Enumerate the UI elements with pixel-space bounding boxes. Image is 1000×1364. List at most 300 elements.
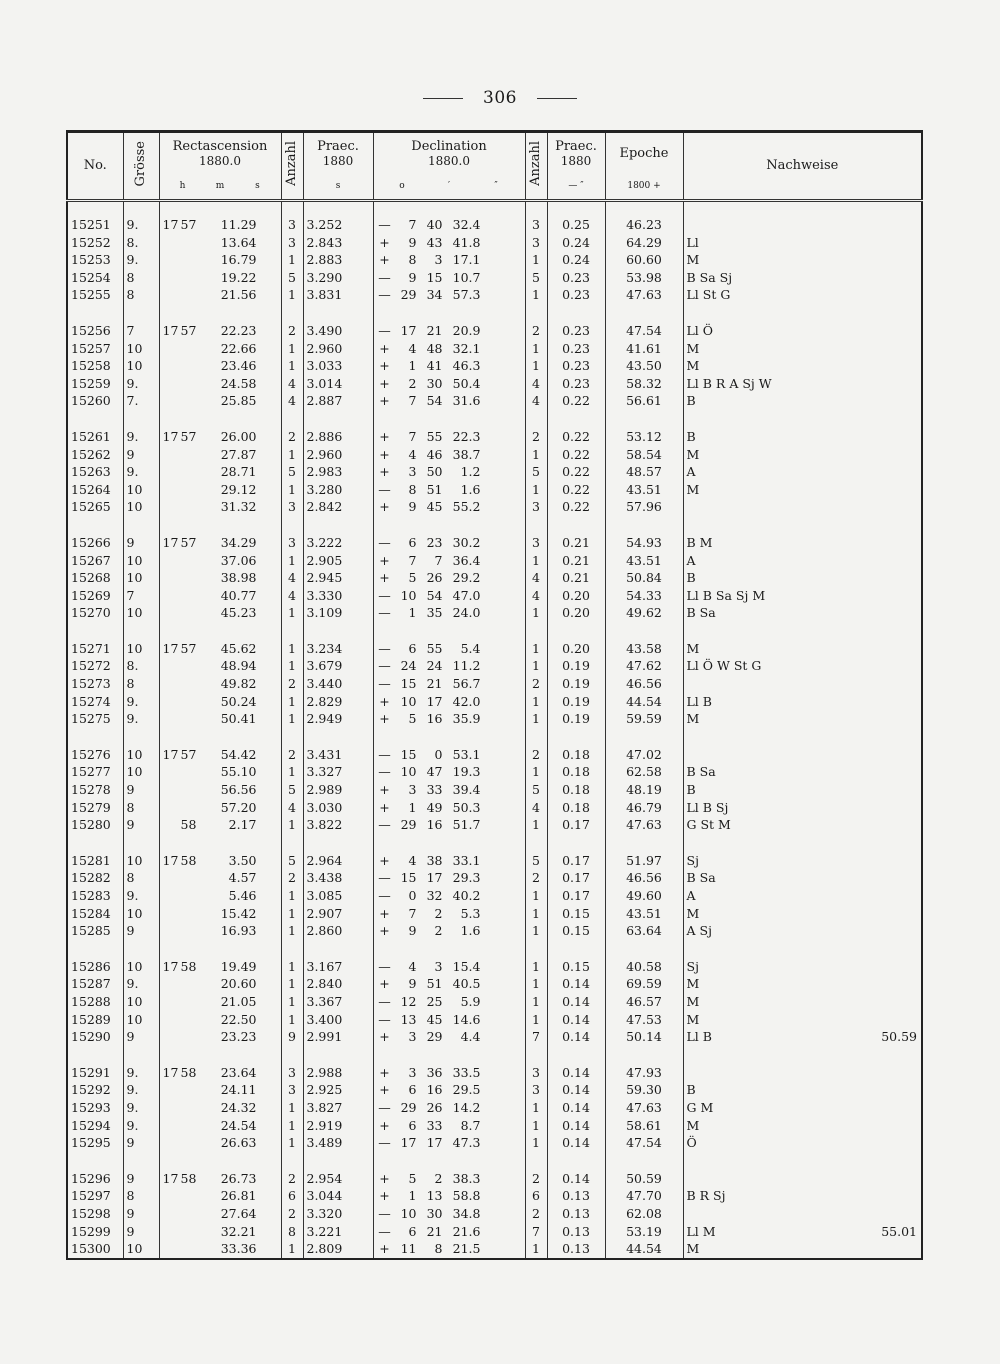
decl-minutes: 36 — [426, 1064, 443, 1080]
epoch: 69.59 — [605, 975, 683, 993]
magnitude: 7 — [123, 587, 159, 605]
magnitude: 9. — [123, 975, 159, 993]
decl-sign: + — [379, 1082, 390, 1098]
star-number: 15251 — [67, 216, 123, 234]
decl-units: o ′ ″ — [373, 175, 525, 201]
table-row — [67, 340, 922, 358]
ra-seconds: 33.36 — [220, 1241, 257, 1257]
declination — [373, 675, 525, 693]
decl-minutes: 21 — [426, 676, 443, 692]
epoch: 50.84 — [605, 569, 683, 587]
references — [683, 1223, 922, 1241]
decl-sign: + — [379, 234, 390, 250]
decl-degrees: 17 — [400, 322, 417, 338]
decl-precession: 0.14 — [547, 1099, 605, 1117]
decl-count: 1 — [525, 975, 547, 993]
decl-degrees: 17 — [400, 1135, 417, 1151]
ra-count: 1 — [281, 710, 303, 728]
declination — [373, 640, 525, 658]
decl-minutes: 2 — [434, 923, 443, 939]
epoch: 62.58 — [605, 763, 683, 781]
ra-count: 1 — [281, 657, 303, 675]
group-spacer — [67, 622, 922, 640]
decl-seconds: 5.9 — [460, 993, 481, 1009]
references — [683, 357, 922, 375]
decl-precession: 0.18 — [547, 781, 605, 799]
ra-seconds: 27.64 — [220, 1205, 257, 1221]
references — [683, 1028, 922, 1046]
group-spacer — [67, 201, 922, 217]
right-ascension — [159, 887, 281, 905]
decl-seconds: 38.3 — [452, 1170, 481, 1186]
magnitude: 10 — [123, 498, 159, 516]
ra-seconds: 55.10 — [220, 764, 257, 780]
right-ascension — [159, 799, 281, 817]
ra-count: 3 — [281, 534, 303, 552]
decl-sign: — — [378, 888, 391, 903]
decl-minutes: 45 — [426, 499, 443, 515]
decl-count: 3 — [525, 1064, 547, 1082]
decl-count: 1 — [525, 905, 547, 923]
ra-count: 2 — [281, 675, 303, 693]
decl-count: 3 — [525, 498, 547, 516]
decl-seconds: 20.9 — [452, 322, 481, 338]
epoch: 47.93 — [605, 1064, 683, 1082]
declination — [373, 693, 525, 711]
reference-codes: Ll Ö — [686, 322, 714, 338]
star-number: 15296 — [67, 1170, 123, 1188]
references — [683, 269, 922, 287]
right-ascension — [159, 1064, 281, 1082]
right-ascension — [159, 1099, 281, 1117]
decl-precession: 0.13 — [547, 1187, 605, 1205]
decl-precession: 0.19 — [547, 675, 605, 693]
ra-seconds: 20.60 — [220, 976, 257, 992]
decl-minutes: 17 — [426, 870, 443, 886]
decl-precession: 0.25 — [547, 216, 605, 234]
decl-precession: 0.17 — [547, 869, 605, 887]
references — [683, 675, 922, 693]
references — [683, 340, 922, 358]
references — [683, 993, 922, 1011]
right-ascension — [159, 375, 281, 393]
ra-seconds: 2.17 — [228, 817, 257, 833]
decl-minutes: 38 — [426, 852, 443, 868]
ra-seconds: 13.64 — [220, 234, 257, 250]
ra-seconds: 19.49 — [220, 958, 257, 974]
decl-minutes: 2 — [434, 905, 443, 921]
decl-minutes: 8 — [434, 1241, 443, 1257]
declination — [373, 392, 525, 410]
star-number: 15256 — [67, 322, 123, 340]
table-row — [67, 1099, 922, 1117]
references — [683, 392, 922, 410]
references — [683, 1099, 922, 1117]
decl-count: 2 — [525, 322, 547, 340]
epoch: 64.29 — [605, 234, 683, 252]
decl-count: 3 — [525, 534, 547, 552]
reference-codes: M — [686, 976, 700, 992]
right-ascension — [159, 234, 281, 252]
right-ascension — [159, 1170, 281, 1188]
decl-degrees: 1 — [408, 605, 417, 621]
right-ascension — [159, 922, 281, 940]
magnitude: 9. — [123, 887, 159, 905]
decl-minutes: 55 — [426, 640, 443, 656]
references — [683, 463, 922, 481]
decl-sign: — — [378, 676, 391, 692]
reference-codes: M — [686, 640, 700, 656]
decl-seconds: 21.5 — [452, 1241, 481, 1257]
decl-count: 1 — [525, 710, 547, 728]
decl-count: 2 — [525, 869, 547, 887]
star-number: 15297 — [67, 1187, 123, 1205]
references — [683, 657, 922, 675]
epoch: 49.62 — [605, 604, 683, 622]
references — [683, 905, 922, 923]
ra-minutes: 58 — [180, 817, 197, 833]
decl-count: 7 — [525, 1223, 547, 1241]
ra-minutes: 57 — [180, 746, 197, 762]
ra-precession: 3.252 — [303, 216, 373, 234]
decl-minutes: 29 — [426, 1029, 443, 1045]
magnitude: 9. — [123, 693, 159, 711]
decl-seconds: 57.3 — [452, 287, 481, 303]
ra-seconds: 50.24 — [220, 693, 257, 709]
reference-codes: Ll B — [686, 693, 712, 709]
magnitude: 10 — [123, 481, 159, 499]
decl-minutes: 3 — [434, 958, 443, 974]
magnitude: 7 — [123, 322, 159, 340]
decl-count: 1 — [525, 340, 547, 358]
reference-codes: M — [686, 446, 700, 462]
decl-count: 7 — [525, 1028, 547, 1046]
star-number: 15292 — [67, 1081, 123, 1099]
decl-sign: + — [379, 693, 390, 709]
decl-minutes: 34 — [426, 287, 443, 303]
page-number-line — [0, 88, 1000, 108]
ra-seconds: 16.79 — [220, 252, 257, 268]
reference-codes: Ll B R A Sj W — [686, 375, 772, 391]
declination — [373, 710, 525, 728]
declination — [373, 1064, 525, 1082]
decl-precession: 0.19 — [547, 710, 605, 728]
ra-count: 1 — [281, 693, 303, 711]
magnitude: 8 — [123, 286, 159, 304]
decl-count: 4 — [525, 392, 547, 410]
reference-codes: Ll B Sa Sj M — [686, 587, 766, 603]
right-ascension — [159, 905, 281, 923]
ra-count: 1 — [281, 481, 303, 499]
ra-count: 1 — [281, 1240, 303, 1259]
reference-codes: A — [686, 464, 696, 480]
decl-sign: + — [379, 552, 390, 568]
table-row — [67, 746, 922, 764]
decl-precession: 0.21 — [547, 552, 605, 570]
decl-degrees: 9 — [408, 269, 417, 285]
references — [683, 975, 922, 993]
magnitude: 9. — [123, 1117, 159, 1135]
reference-codes: B R Sj — [686, 1188, 726, 1204]
decl-count: 5 — [525, 781, 547, 799]
ra-precession: 3.033 — [303, 357, 373, 375]
header-rectascension: Rectascension 1880.0 — [159, 132, 281, 176]
decl-seconds: 38.7 — [452, 446, 481, 462]
decl-sign: + — [379, 1241, 390, 1257]
decl-seconds: 32.1 — [452, 340, 481, 356]
ra-seconds: 37.06 — [220, 552, 257, 568]
ra-precession: 2.954 — [303, 1170, 373, 1188]
decl-degrees: 6 — [408, 1082, 417, 1098]
star-number: 15280 — [67, 816, 123, 834]
decl-count: 4 — [525, 799, 547, 817]
references — [683, 816, 922, 834]
right-ascension — [159, 392, 281, 410]
decl-seconds: 46.3 — [452, 358, 481, 374]
declination — [373, 799, 525, 817]
epoch: 43.51 — [605, 905, 683, 923]
decl-sign: + — [379, 358, 390, 374]
ra-precession: 3.822 — [303, 816, 373, 834]
decl-precession: 0.20 — [547, 587, 605, 605]
epoch: 53.19 — [605, 1223, 683, 1241]
star-number: 15274 — [67, 693, 123, 711]
left-rule — [423, 98, 463, 99]
decl-seconds: 17.1 — [452, 252, 481, 268]
epoch: 49.60 — [605, 887, 683, 905]
decl-precession: 0.23 — [547, 322, 605, 340]
ra-seconds: 21.05 — [220, 993, 257, 1009]
decl-sign: + — [379, 375, 390, 391]
decl-count: 1 — [525, 604, 547, 622]
right-ascension — [159, 746, 281, 764]
decl-sign: + — [379, 1029, 390, 1045]
magnitude: 9 — [123, 1223, 159, 1241]
decl-count: 1 — [525, 286, 547, 304]
decl-degrees: 6 — [408, 640, 417, 656]
ra-precession: 3.222 — [303, 534, 373, 552]
table-row — [67, 657, 922, 675]
ra-seconds: 24.32 — [220, 1099, 257, 1115]
star-number: 15278 — [67, 781, 123, 799]
magnitude: 8 — [123, 675, 159, 693]
magnitude: 9 — [123, 1170, 159, 1188]
table-row — [67, 234, 922, 252]
right-ascension — [159, 1081, 281, 1099]
right-rule — [537, 98, 577, 99]
ra-seconds: 32.21 — [220, 1223, 257, 1239]
star-number: 15261 — [67, 428, 123, 446]
star-number: 15266 — [67, 534, 123, 552]
decl-seconds: 47.0 — [452, 587, 481, 603]
ra-count: 5 — [281, 852, 303, 870]
decl-sign: + — [379, 1117, 390, 1133]
star-number: 15252 — [67, 234, 123, 252]
decl-sign: — — [378, 587, 391, 603]
praec-1-unit: s — [303, 175, 373, 201]
decl-sign: — — [378, 746, 391, 762]
decl-seconds: 41.8 — [452, 234, 481, 250]
reference-codes: M — [686, 993, 700, 1009]
star-number: 15298 — [67, 1205, 123, 1223]
table-row — [67, 1205, 922, 1223]
right-ascension — [159, 446, 281, 464]
decl-minutes: 24 — [426, 658, 443, 674]
declination — [373, 1223, 525, 1241]
decl-degrees: 15 — [400, 746, 417, 762]
epoch: 54.33 — [605, 587, 683, 605]
epoch: 41.61 — [605, 340, 683, 358]
star-number: 15263 — [67, 463, 123, 481]
decl-minutes: 33 — [426, 782, 443, 798]
right-ascension — [159, 587, 281, 605]
ra-count: 1 — [281, 446, 303, 464]
ra-precession: 3.327 — [303, 763, 373, 781]
right-ascension — [159, 1187, 281, 1205]
ra-count: 2 — [281, 1205, 303, 1223]
declination — [373, 1205, 525, 1223]
decl-seconds: 5.3 — [460, 905, 481, 921]
ra-seconds: 56.56 — [220, 782, 257, 798]
decl-precession: 0.13 — [547, 1205, 605, 1223]
star-number: 15265 — [67, 498, 123, 516]
decl-sign: — — [378, 481, 391, 497]
magnitude: 9 — [123, 446, 159, 464]
ra-precession: 2.887 — [303, 392, 373, 410]
table-row — [67, 587, 922, 605]
decl-sign: — — [378, 640, 391, 656]
declination — [373, 251, 525, 269]
decl-count: 1 — [525, 1011, 547, 1029]
decl-sign: + — [379, 464, 390, 480]
decl-minutes: 46 — [426, 446, 443, 462]
epoch: 46.79 — [605, 799, 683, 817]
decl-sign: — — [378, 287, 391, 303]
references — [683, 322, 922, 340]
decl-sign: + — [379, 499, 390, 515]
group-spacer — [67, 940, 922, 958]
table-row — [67, 922, 922, 940]
star-number: 15264 — [67, 481, 123, 499]
ra-precession: 3.030 — [303, 799, 373, 817]
decl-sign: + — [379, 852, 390, 868]
reference-codes: M — [686, 358, 700, 374]
reference-codes: B — [686, 782, 696, 798]
decl-sign: — — [378, 322, 391, 338]
ra-precession: 3.014 — [303, 375, 373, 393]
declination — [373, 975, 525, 993]
reference-codes: Ll B Sj — [686, 799, 729, 815]
declination — [373, 852, 525, 870]
ra-precession: 2.989 — [303, 781, 373, 799]
decl-count: 1 — [525, 251, 547, 269]
reference-codes: B — [686, 1082, 696, 1098]
ra-seconds: 25.85 — [220, 393, 257, 409]
decl-degrees: 29 — [400, 817, 417, 833]
decl-count: 3 — [525, 216, 547, 234]
decl-count: 3 — [525, 1081, 547, 1099]
decl-sign: + — [379, 340, 390, 356]
declination — [373, 428, 525, 446]
ra-seconds: 19.22 — [220, 269, 257, 285]
declination — [373, 746, 525, 764]
decl-minutes: 16 — [426, 817, 443, 833]
references — [683, 887, 922, 905]
decl-precession: 0.19 — [547, 693, 605, 711]
references — [683, 428, 922, 446]
epoch: 59.59 — [605, 710, 683, 728]
ra-hours: 17 — [162, 1064, 179, 1080]
magnitude: 10 — [123, 340, 159, 358]
declination — [373, 869, 525, 887]
magnitude: 9. — [123, 1064, 159, 1082]
right-ascension — [159, 852, 281, 870]
reference-codes: B M — [686, 534, 713, 550]
references — [683, 640, 922, 658]
decl-count: 5 — [525, 269, 547, 287]
decl-seconds: 29.2 — [452, 570, 481, 586]
ra-count: 6 — [281, 1187, 303, 1205]
ra-precession: 3.167 — [303, 958, 373, 976]
ra-seconds: 29.12 — [220, 481, 257, 497]
declination — [373, 657, 525, 675]
declination — [373, 340, 525, 358]
star-number: 15281 — [67, 852, 123, 870]
decl-degrees: 10 — [400, 587, 417, 603]
ra-minutes: 58 — [180, 1064, 197, 1080]
reference-codes: Ll B — [686, 1029, 712, 1045]
decl-precession: 0.18 — [547, 763, 605, 781]
ra-seconds: 4.57 — [228, 870, 257, 886]
decl-degrees: 11 — [400, 1241, 417, 1257]
decl-precession: 0.14 — [547, 1117, 605, 1135]
reference-codes: Ll Ö W St G — [686, 658, 762, 674]
right-ascension — [159, 1240, 281, 1259]
decl-sign: — — [378, 1135, 391, 1151]
references — [683, 1240, 922, 1259]
epoch: 58.54 — [605, 446, 683, 464]
ra-count: 5 — [281, 463, 303, 481]
epoch: 47.63 — [605, 286, 683, 304]
ra-precession: 3.440 — [303, 675, 373, 693]
declination — [373, 604, 525, 622]
decl-seconds: 33.5 — [452, 1064, 481, 1080]
decl-count: 1 — [525, 552, 547, 570]
decl-seconds: 50.4 — [452, 375, 481, 391]
table-row — [67, 1028, 922, 1046]
epoch: 44.54 — [605, 1240, 683, 1259]
decl-degrees: 6 — [408, 1117, 417, 1133]
ra-precession: 2.809 — [303, 1240, 373, 1259]
decl-precession: 0.14 — [547, 1170, 605, 1188]
reference-codes: M — [686, 340, 700, 356]
references — [683, 1134, 922, 1152]
decl-count: 5 — [525, 852, 547, 870]
header-praec-1: Praec. 1880 — [303, 132, 373, 176]
decl-degrees: 5 — [408, 570, 417, 586]
decl-degrees: 8 — [408, 481, 417, 497]
decl-precession: 0.24 — [547, 251, 605, 269]
declination — [373, 375, 525, 393]
epoch: 58.32 — [605, 375, 683, 393]
right-ascension — [159, 958, 281, 976]
decl-degrees: 10 — [400, 693, 417, 709]
decl-sign: + — [379, 1064, 390, 1080]
ra-count: 1 — [281, 887, 303, 905]
ra-count: 1 — [281, 340, 303, 358]
ra-seconds: 24.58 — [220, 375, 257, 391]
epoch: 63.64 — [605, 922, 683, 940]
